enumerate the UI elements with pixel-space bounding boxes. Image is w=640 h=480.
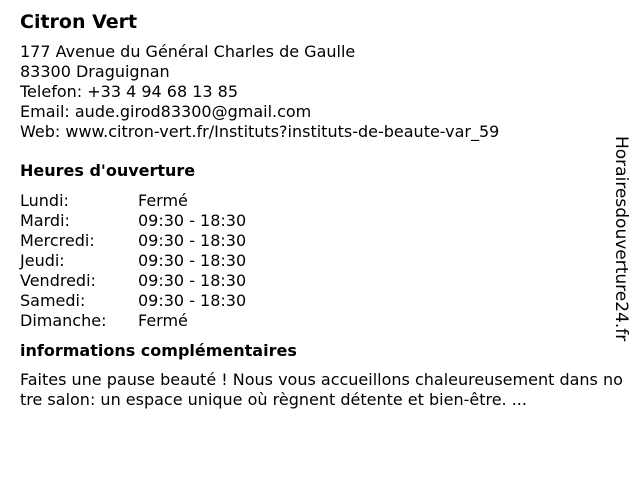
- phone-line: Telefon: +33 4 94 68 13 85: [20, 82, 239, 101]
- day-time: 09:30 - 18:30: [138, 211, 247, 230]
- day-label: Jeudi:: [20, 251, 65, 270]
- day-time: 09:30 - 18:30: [138, 231, 247, 250]
- address-block: [20, 42, 620, 142]
- info-heading: informations complémentaires: [20, 341, 297, 360]
- day-time: Fermé: [138, 191, 188, 210]
- hours-row: [20, 231, 620, 251]
- business-title: Citron Vert: [20, 11, 138, 33]
- day-label: Mardi:: [20, 211, 70, 230]
- day-label: Samedi:: [20, 291, 86, 310]
- street-address: 177 Avenue du Général Charles de Gaulle: [20, 42, 356, 61]
- day-label: Mercredi:: [20, 231, 95, 250]
- info-description: Faites une pause beauté ! Nous vous accueillons chaleureusement dans notre salon: un espace unique où règnent détente et bien-être. ...: [20, 370, 623, 409]
- day-time: 09:30 - 18:30: [138, 291, 247, 310]
- hours-row: [20, 271, 620, 291]
- email-line: Email: aude.girod83300@gmail.com: [20, 102, 312, 121]
- day-label: Vendredi:: [20, 271, 96, 290]
- hours-row: [20, 291, 620, 311]
- day-time: Fermé: [138, 311, 188, 330]
- day-label: Lundi:: [20, 191, 69, 210]
- day-time: 09:30 - 18:30: [138, 271, 247, 290]
- day-label: Dimanche:: [20, 311, 107, 330]
- hours-table: [20, 191, 620, 331]
- hours-row: [20, 311, 620, 331]
- day-time: 09:30 - 18:30: [138, 251, 247, 270]
- city-address: 83300 Draguignan: [20, 62, 170, 81]
- hours-heading: Heures d'ouverture: [20, 161, 196, 180]
- site-watermark: Horairesdouverture24.fr: [611, 136, 631, 342]
- web-line: Web: www.citron-vert.fr/Instituts?instituts-de-beaute-var_59: [20, 122, 500, 141]
- hours-row: [20, 191, 620, 211]
- hours-row: [20, 211, 620, 231]
- hours-row: [20, 251, 620, 271]
